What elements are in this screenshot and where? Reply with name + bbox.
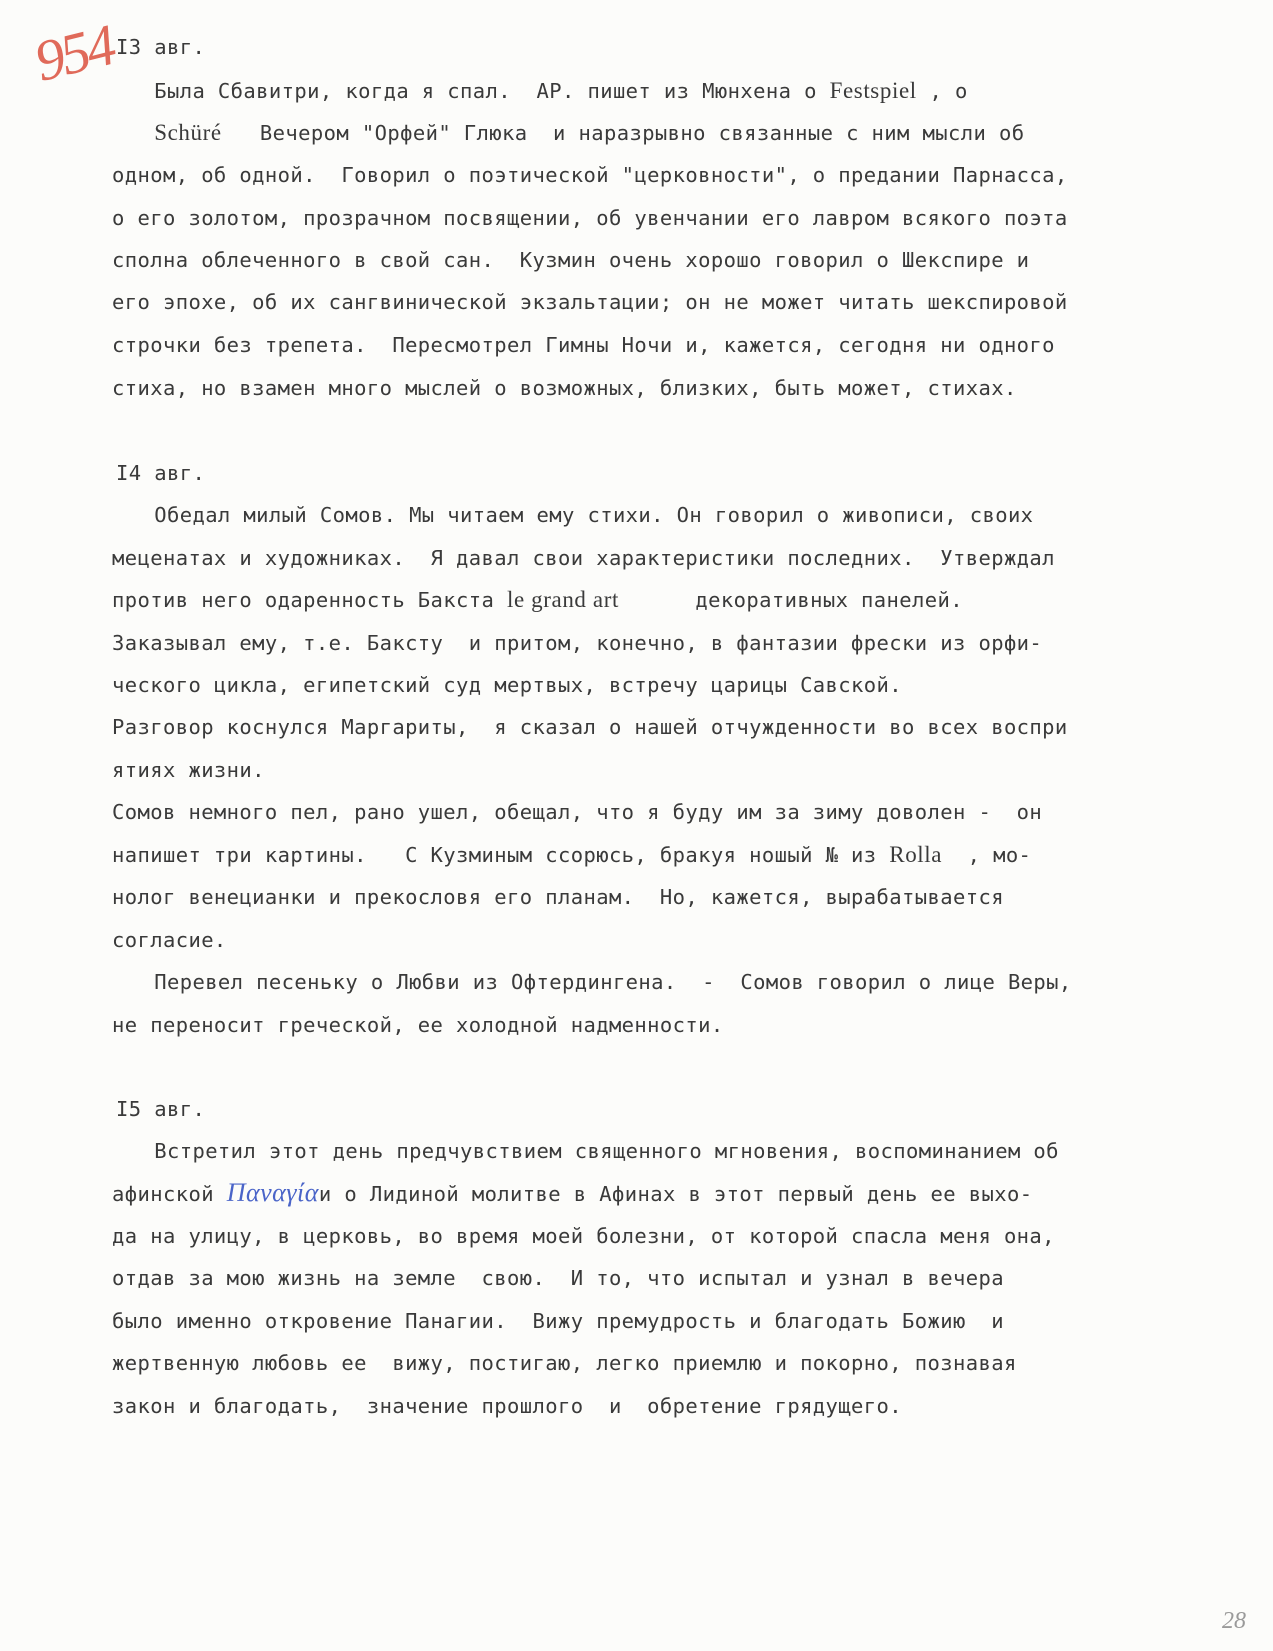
- text-line: да на улицу, в церковь, во время моей болезни, от которой спасла меня она,: [112, 1224, 1055, 1248]
- text-line: напишет три картины. С Кузминым ссорюсь, бракуя ношый № из Rolla , мо-: [112, 842, 1032, 867]
- text-line: отдав за мою жизнь на земле свою. И то, что испытал и узнал в вечера: [112, 1266, 1004, 1290]
- text-line: Schüré Вечером "Орфей" Глюка и наразрывно связанные с ним мысли об: [154, 120, 1025, 145]
- text-line: стиха, но взамен много мыслей о возможных, близких, быть может, стихах.: [112, 376, 1017, 400]
- text-line: Обедал милый Сомов. Мы читаем ему стихи. Он говорил о живописи, своих: [116, 503, 1034, 527]
- entry-date: I4 авг.: [116, 461, 206, 485]
- text-line: строчки без трепета. Пересмотрел Гимны Ночи и, кажется, сегодня ни одного: [112, 333, 1055, 357]
- handwritten-insertion: Παναγία: [226, 1178, 319, 1207]
- text-line: Была Сбавитри, когда я спал. АР. пишет из Мюнхена о Festspiel , о: [116, 78, 968, 103]
- text-line: Перевел песеньку о Любви из Офтердингена. - Сомов говорил о лице Веры,: [116, 970, 1072, 994]
- text-line: ятиях жизни.: [112, 758, 265, 782]
- text-line: согласие.: [112, 928, 227, 952]
- entry-date: I5 авг.: [116, 1097, 206, 1121]
- text-line: меценатах и художниках. Я давал свои характеристики последних. Утверждал: [112, 546, 1055, 570]
- folio-number: 954: [28, 12, 120, 95]
- text-line: его эпохе, об их сангвинической экзальтации; он не может читать шекспировой: [112, 290, 1068, 314]
- text-line: против него одаренность Бакста le grand art декоративных панелей.: [112, 587, 963, 612]
- text-line: о его золотом, прозрачном посвящении, об увенчании его лавром всякого поэта: [112, 206, 1068, 230]
- text-line: было именно откровение Панагии. Вижу премудрость и благодать Божию и: [112, 1309, 1004, 1333]
- text-line: Заказывал ему, т.е. Баксту и притом, конечно, в фантазии фрески из орфи-: [112, 631, 1043, 655]
- page-number: 28: [1222, 1608, 1246, 1634]
- text-line: не переносит греческой, ее холодной надменности.: [112, 1013, 724, 1037]
- text-line: сполна облеченного в свой сан. Кузмин очень хорошо говорил о Шекспире и: [112, 248, 1030, 272]
- text-line: нолог венецианки и прекословя его планам. Но, кажется, вырабатывается: [112, 885, 1004, 909]
- text-line: ческого цикла, египетский суд мертвых, встречу царицы Савской.: [112, 673, 903, 697]
- text-line: одном, об одной. Говорил о поэтической "церковности", о предании Парнасса,: [112, 163, 1068, 187]
- text-line: Сомов немного пел, рано ушел, обещал, что я буду им за зиму доволен - он: [112, 800, 1043, 824]
- text-line: Разговор коснулся Маргариты, я сказал о нашей отчужденности во всех воспри: [112, 715, 1068, 739]
- text-line: жертвенную любовь ее вижу, постигаю, легко приемлю и покорно, познавая: [112, 1351, 1017, 1375]
- text-line: закон и благодать, значение прошлого и обретение грядущего.: [112, 1394, 903, 1418]
- entry-date: I3 авг.: [116, 35, 206, 59]
- text-line: Встретил этот день предчувствием священного мгновения, воспоминанием об: [116, 1139, 1059, 1163]
- text-line: афинской Παναγίαи о Лидиной молитве в Афинах в этот первый день ее выхо-: [112, 1178, 1033, 1207]
